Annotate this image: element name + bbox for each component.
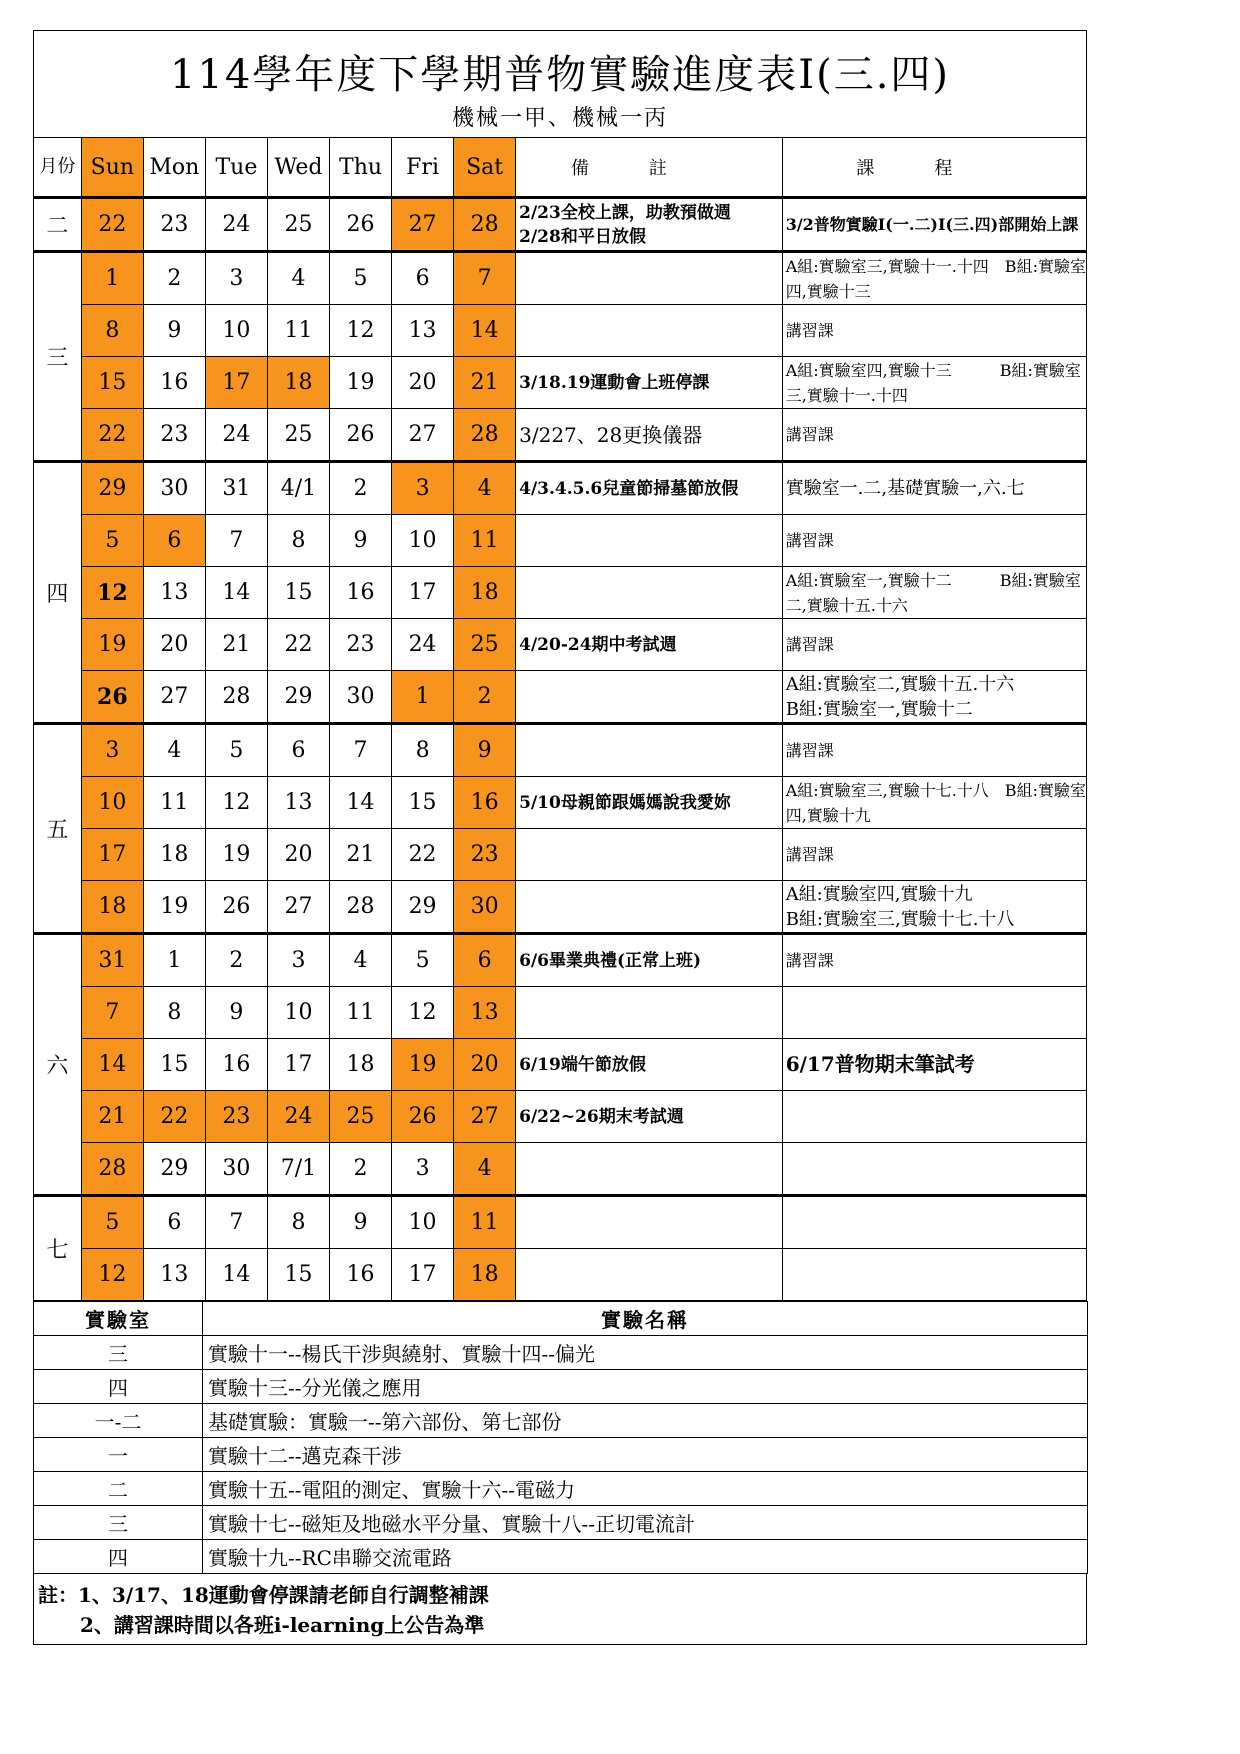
week-row <box>34 567 1087 619</box>
note-cell <box>516 1249 783 1301</box>
day-cell: 5 <box>81 515 143 567</box>
day-cell: 18 <box>454 567 516 619</box>
month-label: 六 <box>34 934 82 1196</box>
course-cell: 實驗室一.二,基礎實驗一,六.七 <box>782 462 1086 515</box>
day-cell: 2 <box>143 252 205 305</box>
day-cell: 31 <box>205 462 267 515</box>
course-cell: 講習課 <box>782 724 1086 777</box>
note-cell <box>516 881 783 934</box>
lab-room: 三 <box>34 1506 203 1540</box>
day-cell: 8 <box>81 305 143 357</box>
month-label: 四 <box>34 462 82 724</box>
day-cell: 27 <box>267 881 329 934</box>
day-header-mon: Mon <box>143 138 205 198</box>
day-cell: 13 <box>143 1249 205 1301</box>
class-subtitle: 機械一甲、機械一丙 <box>451 106 668 131</box>
day-cell: 23 <box>330 619 392 671</box>
day-cell: 9 <box>454 724 516 777</box>
note-cell: 4/20-24期中考試週 <box>516 619 783 671</box>
day-cell: 22 <box>392 829 454 881</box>
footnote-1: 註：1、3/17、18運動會停課請老師自行調整補課 <box>38 1583 489 1607</box>
note-cell <box>516 987 783 1039</box>
day-cell: 5 <box>330 252 392 305</box>
note-cell: 4/3.4.5.6兒童節掃墓節放假 <box>516 462 783 515</box>
day-cell: 15 <box>143 1039 205 1091</box>
day-cell: 22 <box>143 1091 205 1143</box>
day-cell: 4/1 <box>267 462 329 515</box>
day-cell: 27 <box>143 671 205 724</box>
day-cell: 2 <box>330 462 392 515</box>
day-header-sun: Sun <box>81 138 143 198</box>
day-cell: 1 <box>392 671 454 724</box>
day-cell: 11 <box>267 305 329 357</box>
day-cell: 26 <box>330 409 392 462</box>
lab-room: 四 <box>34 1540 203 1574</box>
day-cell: 12 <box>330 305 392 357</box>
day-cell: 13 <box>454 987 516 1039</box>
day-cell: 11 <box>454 515 516 567</box>
day-cell: 1 <box>143 934 205 987</box>
lab-experiment-name: 實驗十二--邁克森干涉 <box>203 1438 1088 1472</box>
day-header-sat: Sat <box>454 138 516 198</box>
day-cell: 7 <box>81 987 143 1039</box>
course-cell: 講習課 <box>782 515 1086 567</box>
day-cell: 4 <box>454 1143 516 1196</box>
day-cell: 17 <box>81 829 143 881</box>
lab-header-row <box>34 1302 1088 1336</box>
course-cell: 講習課 <box>782 619 1086 671</box>
day-cell: 2 <box>205 934 267 987</box>
day-cell: 16 <box>205 1039 267 1091</box>
week-row <box>34 305 1087 357</box>
week-row <box>34 409 1087 462</box>
day-cell: 25 <box>330 1091 392 1143</box>
week-row <box>34 462 1087 515</box>
day-cell: 5 <box>81 1196 143 1249</box>
course-cell: A組:實驗室四,實驗十三 B組:實驗室三,實驗十一.十四 <box>782 357 1086 409</box>
lab-experiment-name: 基礎實驗：實驗一--第六部份、第七部份 <box>203 1404 1088 1438</box>
day-cell: 16 <box>330 567 392 619</box>
day-cell: 21 <box>205 619 267 671</box>
title-block <box>33 30 1087 137</box>
lab-row <box>34 1472 1088 1506</box>
day-cell: 9 <box>330 515 392 567</box>
day-cell: 13 <box>143 567 205 619</box>
footnotes <box>33 1574 1087 1645</box>
lab-row <box>34 1404 1088 1438</box>
day-cell: 18 <box>454 1249 516 1301</box>
day-cell: 3 <box>267 934 329 987</box>
day-cell: 14 <box>330 777 392 829</box>
week-row <box>34 881 1087 934</box>
day-cell: 24 <box>205 409 267 462</box>
note-cell: 3/227、28更換儀器 <box>516 409 783 462</box>
day-cell: 1 <box>81 252 143 305</box>
month-label: 二 <box>34 198 82 252</box>
day-cell: 21 <box>454 357 516 409</box>
course-cell: 3/2普物實驗Ⅰ(一.二)Ⅰ(三.四)部開始上課 <box>782 198 1086 252</box>
day-cell: 6 <box>454 934 516 987</box>
week-row <box>34 198 1087 252</box>
lab-row <box>34 1540 1088 1574</box>
day-cell: 23 <box>454 829 516 881</box>
day-cell: 29 <box>143 1143 205 1196</box>
note-cell <box>516 1143 783 1196</box>
week-row <box>34 777 1087 829</box>
day-cell: 10 <box>205 305 267 357</box>
day-cell: 8 <box>267 1196 329 1249</box>
day-cell: 19 <box>205 829 267 881</box>
week-row <box>34 357 1087 409</box>
calendar-header-row <box>34 138 1087 198</box>
lab-room: 三 <box>34 1336 203 1370</box>
week-row <box>34 987 1087 1039</box>
day-cell: 15 <box>81 357 143 409</box>
lab-experiment-name: 實驗十五--電阻的測定、實驗十六--電磁力 <box>203 1472 1088 1506</box>
calendar-table <box>33 137 1087 1301</box>
day-cell: 26 <box>330 198 392 252</box>
day-cell: 28 <box>330 881 392 934</box>
week-row <box>34 724 1087 777</box>
day-cell: 7 <box>205 1196 267 1249</box>
note-cell: 2/23全校上課，助教預做週 2/28和平日放假 <box>516 198 783 252</box>
day-cell: 18 <box>143 829 205 881</box>
course-cell <box>782 987 1086 1039</box>
day-header-wed: Wed <box>267 138 329 198</box>
lab-room: 一 <box>34 1438 203 1472</box>
day-cell: 31 <box>81 934 143 987</box>
day-cell: 12 <box>81 1249 143 1301</box>
course-cell: 講習課 <box>782 829 1086 881</box>
day-cell: 24 <box>205 198 267 252</box>
note-cell <box>516 252 783 305</box>
lab-experiment-name: 實驗十七--磁矩及地磁水平分量、實驗十八--正切電流計 <box>203 1506 1088 1540</box>
day-cell: 20 <box>392 357 454 409</box>
note-cell <box>516 515 783 567</box>
day-cell: 9 <box>330 1196 392 1249</box>
day-cell: 19 <box>392 1039 454 1091</box>
lab-name-header: 實驗名稱 <box>203 1302 1088 1336</box>
note-cell: 5/10母親節跟媽媽說我愛妳 <box>516 777 783 829</box>
day-cell: 27 <box>454 1091 516 1143</box>
lab-experiment-name: 實驗十一--楊氏干涉與繞射、實驗十四--偏光 <box>203 1336 1088 1370</box>
month-label: 三 <box>34 252 82 462</box>
day-cell: 19 <box>330 357 392 409</box>
day-cell: 5 <box>205 724 267 777</box>
day-cell: 27 <box>392 198 454 252</box>
day-cell: 7 <box>205 515 267 567</box>
day-cell: 4 <box>454 462 516 515</box>
day-header-tue: Tue <box>205 138 267 198</box>
day-cell: 13 <box>392 305 454 357</box>
course-cell: A組:實驗室二,實驗十五.十六 B組:實驗室一,實驗十二 <box>782 671 1086 724</box>
week-row <box>34 1039 1087 1091</box>
day-header-thu: Thu <box>330 138 392 198</box>
footnote-2: 2、講習課時間以各班i-learning上公告為準 <box>80 1613 485 1637</box>
day-cell: 8 <box>143 987 205 1039</box>
day-cell: 28 <box>454 409 516 462</box>
day-cell: 16 <box>330 1249 392 1301</box>
day-cell: 12 <box>205 777 267 829</box>
lab-row <box>34 1370 1088 1404</box>
note-cell <box>516 724 783 777</box>
day-cell: 7/1 <box>267 1143 329 1196</box>
day-cell: 8 <box>392 724 454 777</box>
lab-experiment-name: 實驗十三--分光儀之應用 <box>203 1370 1088 1404</box>
day-cell: 27 <box>392 409 454 462</box>
day-cell: 25 <box>454 619 516 671</box>
day-cell: 11 <box>454 1196 516 1249</box>
day-cell: 3 <box>392 1143 454 1196</box>
week-row <box>34 619 1087 671</box>
day-cell: 22 <box>267 619 329 671</box>
month-label: 七 <box>34 1196 82 1301</box>
day-cell: 25 <box>267 198 329 252</box>
day-cell: 21 <box>330 829 392 881</box>
day-cell: 10 <box>81 777 143 829</box>
day-cell: 25 <box>267 409 329 462</box>
day-cell: 30 <box>330 671 392 724</box>
day-cell: 6 <box>267 724 329 777</box>
course-cell: A組:實驗室一,實驗十二 B組:實驗室二,實驗十五.十六 <box>782 567 1086 619</box>
day-cell: 2 <box>454 671 516 724</box>
day-cell: 20 <box>454 1039 516 1091</box>
day-cell: 29 <box>81 462 143 515</box>
day-cell: 18 <box>81 881 143 934</box>
day-cell: 22 <box>81 409 143 462</box>
note-cell <box>516 829 783 881</box>
day-cell: 23 <box>205 1091 267 1143</box>
day-cell: 30 <box>454 881 516 934</box>
day-cell: 15 <box>392 777 454 829</box>
lab-room-header: 實驗室 <box>34 1302 203 1336</box>
note-cell <box>516 305 783 357</box>
day-cell: 12 <box>392 987 454 1039</box>
note-cell: 6/6畢業典禮(正常上班) <box>516 934 783 987</box>
schedule-sheet <box>33 30 1087 1645</box>
day-cell: 20 <box>267 829 329 881</box>
day-cell: 6 <box>143 515 205 567</box>
course-cell: 講習課 <box>782 305 1086 357</box>
lab-row <box>34 1438 1088 1472</box>
day-cell: 8 <box>267 515 329 567</box>
day-cell: 29 <box>267 671 329 724</box>
note-cell: 6/22~26期末考試週 <box>516 1091 783 1143</box>
lab-room: 二 <box>34 1472 203 1506</box>
calendar-body <box>34 198 1087 1301</box>
week-row <box>34 1196 1087 1249</box>
day-header-fri: Fri <box>392 138 454 198</box>
day-cell: 6 <box>392 252 454 305</box>
day-cell: 30 <box>143 462 205 515</box>
lab-room: 一-二 <box>34 1404 203 1438</box>
day-cell: 23 <box>143 409 205 462</box>
day-cell: 3 <box>81 724 143 777</box>
month-label: 五 <box>34 724 82 934</box>
course-cell: A組:實驗室三,實驗十七.十八 B組:實驗室四,實驗十九 <box>782 777 1086 829</box>
day-cell: 10 <box>392 1196 454 1249</box>
day-cell: 22 <box>81 198 143 252</box>
day-cell: 21 <box>81 1091 143 1143</box>
course-cell: 講習課 <box>782 934 1086 987</box>
day-cell: 15 <box>267 567 329 619</box>
day-cell: 4 <box>267 252 329 305</box>
week-row <box>34 515 1087 567</box>
day-cell: 18 <box>330 1039 392 1091</box>
note-cell <box>516 1196 783 1249</box>
notes-header: 備註 <box>516 138 783 198</box>
lab-room: 四 <box>34 1370 203 1404</box>
day-cell: 29 <box>392 881 454 934</box>
week-row <box>34 1249 1087 1301</box>
lab-row <box>34 1336 1088 1370</box>
day-cell: 3 <box>205 252 267 305</box>
day-cell: 24 <box>267 1091 329 1143</box>
course-cell <box>782 1196 1086 1249</box>
day-cell: 17 <box>392 567 454 619</box>
week-row <box>34 252 1087 305</box>
note-cell: 3/18.19運動會上班停課 <box>516 357 783 409</box>
week-row <box>34 1143 1087 1196</box>
note-cell: 6/19端午節放假 <box>516 1039 783 1091</box>
day-cell: 16 <box>454 777 516 829</box>
day-cell: 16 <box>143 357 205 409</box>
lab-table <box>33 1301 1088 1574</box>
day-cell: 2 <box>330 1143 392 1196</box>
lab-experiment-name: 實驗十九--RC串聯交流電路 <box>203 1540 1088 1574</box>
day-cell: 24 <box>392 619 454 671</box>
course-cell: 講習課 <box>782 409 1086 462</box>
week-row <box>34 934 1087 987</box>
note-cell <box>516 567 783 619</box>
day-cell: 19 <box>143 881 205 934</box>
day-cell: 11 <box>330 987 392 1039</box>
week-row <box>34 829 1087 881</box>
month-header: 月份 <box>34 138 82 198</box>
day-cell: 17 <box>392 1249 454 1301</box>
day-cell: 10 <box>267 987 329 1039</box>
course-cell: A組:實驗室三,實驗十一.十四 B組:實驗室四,實驗十三 <box>782 252 1086 305</box>
day-cell: 7 <box>454 252 516 305</box>
day-cell: 28 <box>454 198 516 252</box>
lab-body <box>34 1302 1088 1574</box>
day-cell: 18 <box>267 357 329 409</box>
week-row <box>34 671 1087 724</box>
day-cell: 13 <box>267 777 329 829</box>
page-title: 114學年度下學期普物實驗進度表Ⅰ(三.四) <box>169 52 951 98</box>
day-cell: 26 <box>392 1091 454 1143</box>
course-cell <box>782 1091 1086 1143</box>
course-cell: 6/17普物期末筆試考 <box>782 1039 1086 1091</box>
lab-row <box>34 1506 1088 1540</box>
day-cell: 19 <box>81 619 143 671</box>
day-cell: 7 <box>330 724 392 777</box>
day-cell: 9 <box>143 305 205 357</box>
day-cell: 4 <box>330 934 392 987</box>
day-cell: 17 <box>267 1039 329 1091</box>
day-cell: 30 <box>205 1143 267 1196</box>
day-cell: 10 <box>392 515 454 567</box>
day-cell: 26 <box>81 671 143 724</box>
day-cell: 3 <box>392 462 454 515</box>
day-cell: 17 <box>205 357 267 409</box>
day-cell: 5 <box>392 934 454 987</box>
day-cell: 14 <box>205 567 267 619</box>
day-cell: 20 <box>143 619 205 671</box>
day-cell: 28 <box>205 671 267 724</box>
day-cell: 15 <box>267 1249 329 1301</box>
note-cell <box>516 671 783 724</box>
day-cell: 9 <box>205 987 267 1039</box>
day-cell: 6 <box>143 1196 205 1249</box>
day-cell: 12 <box>81 567 143 619</box>
day-cell: 4 <box>143 724 205 777</box>
course-cell <box>782 1249 1086 1301</box>
day-cell: 14 <box>205 1249 267 1301</box>
course-header: 課程 <box>782 138 1086 198</box>
day-cell: 14 <box>81 1039 143 1091</box>
course-cell: A組:實驗室四,實驗十九 B組:實驗室三,實驗十七.十八 <box>782 881 1086 934</box>
day-cell: 11 <box>143 777 205 829</box>
day-cell: 14 <box>454 305 516 357</box>
course-cell <box>782 1143 1086 1196</box>
day-cell: 26 <box>205 881 267 934</box>
day-cell: 23 <box>143 198 205 252</box>
day-cell: 28 <box>81 1143 143 1196</box>
week-row <box>34 1091 1087 1143</box>
